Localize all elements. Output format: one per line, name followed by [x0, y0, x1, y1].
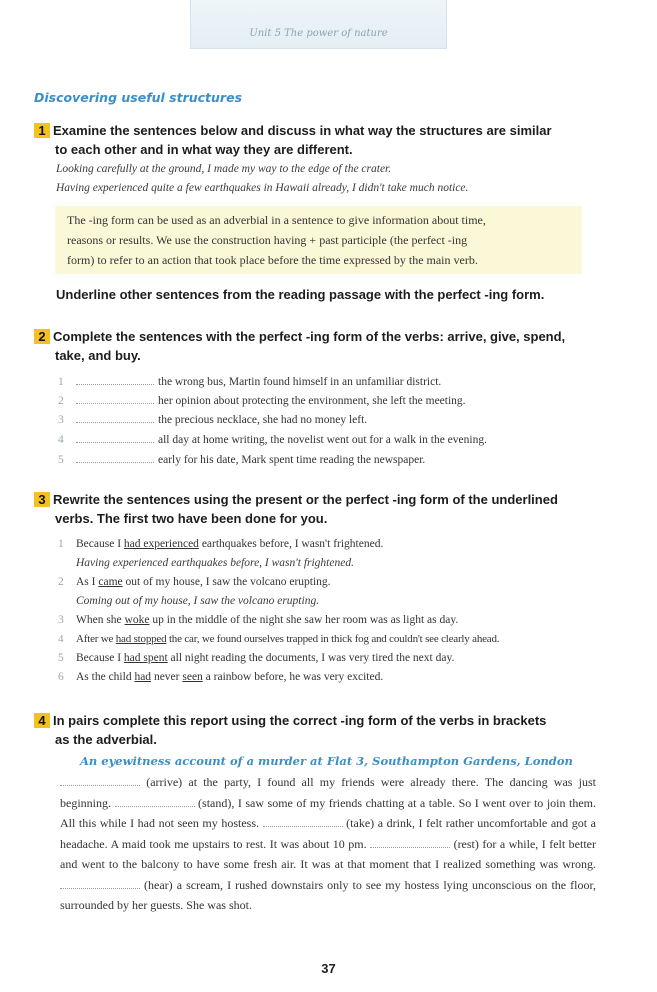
note-line: form) to refer to an action that took place before the time expressed by the main verb. — [67, 253, 478, 267]
list-item: 5 Because I had spent all night reading the documents, I was very tired the next day. — [58, 652, 455, 664]
exercise-2-number: 2 — [34, 329, 50, 344]
answer-blank[interactable] — [370, 837, 450, 848]
list-item: 2 her opinion about protecting the environment, she left the meeting. — [58, 395, 466, 407]
note-line: The -ing form can be used as an adverbial in a sentence to give information about time, — [67, 213, 486, 227]
list-item: 1 the wrong bus, Martin found himself in an unfamiliar district. — [58, 376, 442, 388]
list-item: 3 the precious necklace, she had no money left. — [58, 414, 368, 426]
answer-blank[interactable] — [76, 452, 154, 463]
report-text: (arrive) at the party, I found all my friends were already there. The dancing was just beginning. (stand), I saw some of my friends chatting at a table. So I went over to join them. All this while I had not seen my hostess. (take) a drink, I felt rather uncomfortable and got a headache. A maid took me upstairs to rest. It was about 10 pm. (rest) for a while, I felt better and went to the balcony to have some fresh air. It was at that moment that I realized something was wrong. (hear) a scream, I rushed downstairs only to see my hostess lying unconscious on the floor, surrounded by her guests. She was shot. — [60, 775, 597, 912]
example-sentence: Having experienced quite a few earthquakes in Hawaii already, I didn't take much notice. — [56, 182, 469, 194]
exercise-1-heading: 1 Examine the sentences below and discuss in what way the structures are similar to each other and in what way they are different. — [34, 121, 619, 159]
unit-header-text: Unit 5 The power of nature — [249, 28, 388, 39]
model-answer: Having experienced earthquakes before, I wasn't frightened. — [76, 557, 354, 569]
list-item: 5 early for his date, Mark spent time reading the newspaper. — [58, 454, 426, 466]
list-item: 2 As I came out of my house, I saw the volcano erupting. — [58, 576, 331, 588]
exercise-3-number: 3 — [34, 492, 50, 507]
grammar-note — [55, 206, 582, 274]
list-item: 3 When she woke up in the middle of the night she saw her room was as light as day. — [58, 614, 459, 626]
exercise-1-instruction: Underline other sentences from the reading passage with the perfect -ing form. — [56, 287, 545, 302]
answer-blank[interactable] — [76, 412, 154, 423]
unit-header — [190, 0, 447, 49]
example-sentence: Looking carefully at the ground, I made my way to the edge of the crater. — [56, 163, 392, 175]
report-title: An eyewitness account of a murder at Flat 3, Southampton Gardens, London — [80, 754, 573, 768]
list-item: 4 After we had stopped the car, we found ourselves trapped in thick fog and couldn't see clearly ahead. — [58, 633, 500, 645]
exercise-2-heading: 2 Complete the sentences with the perfect -ing form of the verbs: arrive, give, spend, take, and buy. — [34, 327, 619, 365]
answer-blank[interactable] — [115, 796, 195, 807]
list-item: 1 Because I had experienced earthquakes before, I wasn't frightened. — [58, 538, 384, 550]
exercise-4-number: 4 — [34, 713, 50, 728]
answer-blank[interactable] — [60, 775, 140, 786]
exercise-4-heading: 4 In pairs complete this report using the correct -ing form of the verbs in brackets as the adverbial. — [34, 711, 619, 749]
note-line: reasons or results. We use the construction having + past participle (the perfect -ing — [67, 233, 468, 247]
page-number: 37 — [321, 961, 336, 976]
answer-blank[interactable] — [76, 374, 154, 385]
model-answer: Coming out of my house, I saw the volcano erupting. — [76, 595, 320, 607]
exercise-3-heading: 3 Rewrite the sentences using the present or the perfect -ing form of the underlined verbs. The first two have been done for you. — [34, 490, 619, 528]
list-item: 4 all day at home writing, the novelist went out for a walk in the evening. — [58, 434, 487, 446]
answer-blank[interactable] — [263, 816, 343, 827]
list-item: 6 As the child had never seen a rainbow before, he was very excited. — [58, 671, 384, 683]
answer-blank[interactable] — [76, 432, 154, 443]
answer-blank[interactable] — [76, 393, 154, 404]
answer-blank[interactable] — [60, 878, 140, 889]
section-title: Discovering useful structures — [34, 90, 243, 105]
exercise-1-number: 1 — [34, 123, 50, 138]
